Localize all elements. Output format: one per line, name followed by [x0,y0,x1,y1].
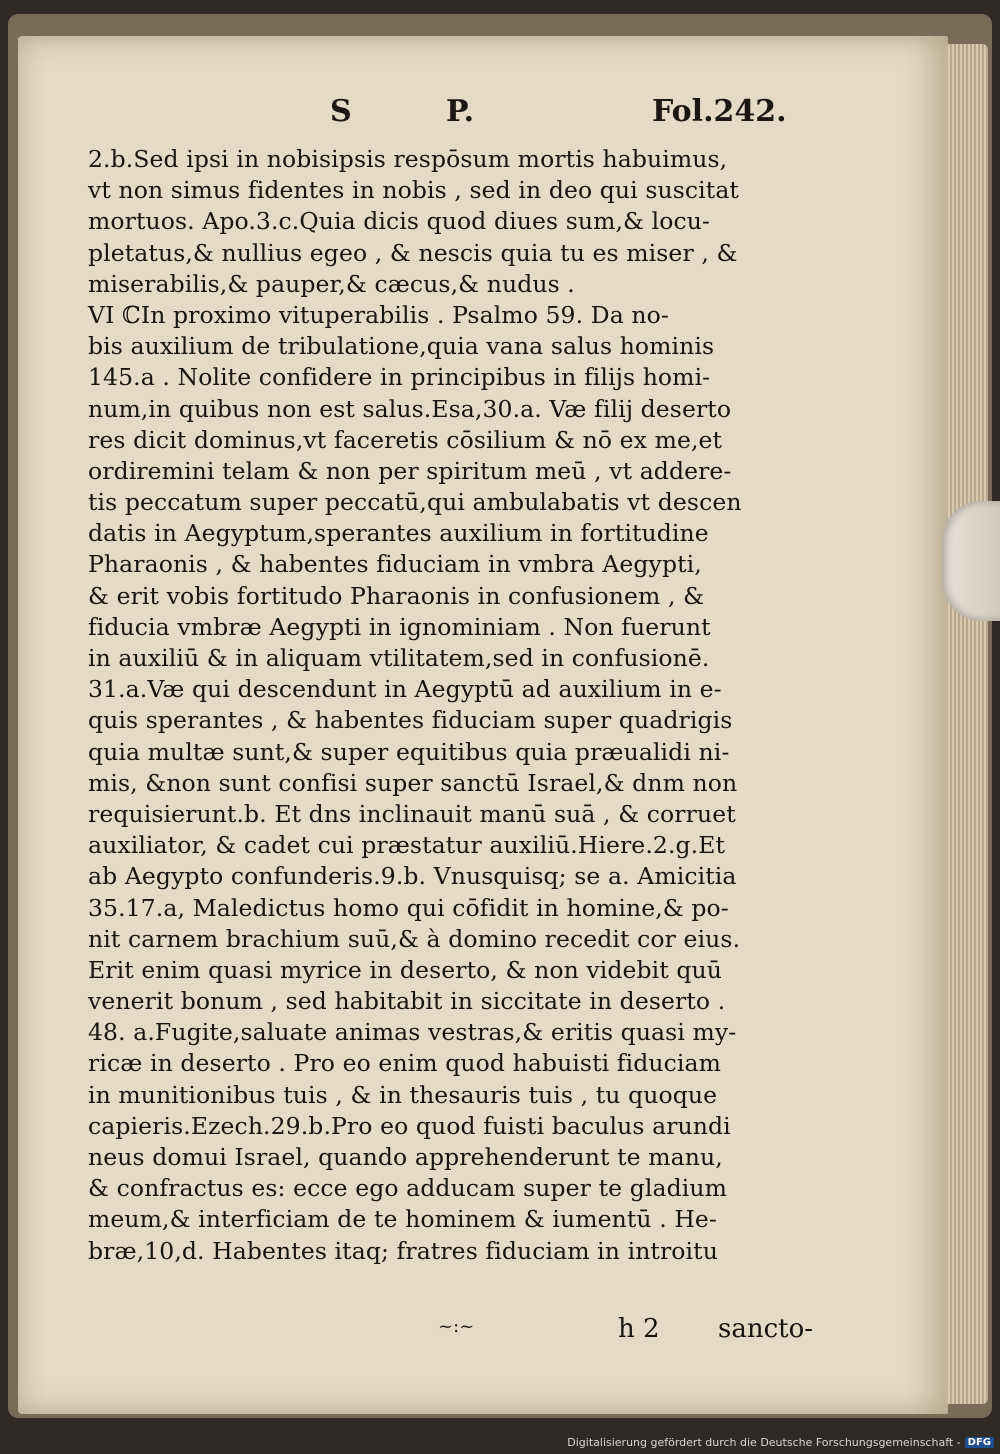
text-line: meum,& interficiam de te hominem & iumentū . He- [88,1205,717,1234]
text-line: in munitionibus tuis , & in thesauris tuis , tu quoque [88,1080,718,1109]
page-footer [18,1314,948,1354]
text-line: ricæ in deserto . Pro eo enim quod habuisti fiduciam [88,1049,721,1078]
text-line: bis auxilium de tribulatione,quia vana salus hominis [88,332,715,361]
text-line: 2.b.Sed ipsi in nobisipsis respōsum mortis habuimus, [88,145,728,173]
text-line: bræ,10,d. Habentes itaq; fratres fiduciam in introitu [88,1236,718,1265]
text-line: fiducia vmbræ Aegypti in ignominiam . Non fuerunt [88,612,711,641]
header-letter-p: P. [446,94,475,129]
dfg-logo: DFG [965,1437,994,1448]
text-line: auxiliator, & cadet cui præstatur auxiliū.Hiere.2.g.Et [88,831,726,860]
text-line: 48. a.Fugite,saluate animas vestras,& eritis quasi my- [88,1018,737,1047]
text-line: miserabilis,& pauper,& cæcus,& nudus . [88,269,575,298]
text-line: datis in Aegyptum,sperantes auxilium in fortitudine [88,519,709,548]
text-line: 31.a.Væ qui descendunt in Aegyptū ad auxilium in e- [88,675,722,704]
text-line: 35.17.a, Maledictus homo qui cōfidit in homine,& po- [88,893,729,922]
text-line: ab Aegypto confunderis.9.b. Vnusquisq; se a. Amicitia [88,862,737,891]
text-line: & erit vobis fortitudo Pharaonis in confusionem , & [88,581,705,610]
text-line: venerit bonum , sed habitabit in siccitate in deserto . [88,987,726,1016]
text-line: mis, &non sunt confisi super sanctū Israel,& dnm non [88,768,738,797]
body-text [88,144,888,1267]
text-line: mortuos. Apo.3.c.Quia dicis quod diues sum,& locu- [88,207,711,236]
catchword: sancto- [718,1314,814,1344]
text-line: & confractus es: ecce ego adducam super te gladium [88,1174,727,1203]
text-line: res dicit dominus,vt faceretis cōsilium & nō ex me,et [88,425,723,454]
page [18,36,948,1414]
text-line: neus domui Israel, quando apprehenderunt te manu, [88,1143,723,1171]
text-line: tis peccatum super peccatū,qui ambulabatis vt descen [88,488,742,517]
text-line: Pharaonis , & habentes fiduciam in vmbra Aegypti, [88,550,702,579]
text-line: in auxiliū & in aliquam vtilitatem,sed in confusionē. [88,644,710,672]
text-line: nit carnem brachium suū,& à domino recedit cor eius. [88,924,741,953]
text-line: 145.a . Nolite confidere in principibus in filijs homi- [88,363,711,392]
clasp [942,501,1000,621]
signature-mark: h 2 [618,1314,660,1344]
text-line: vt non simus fidentes in nobis , sed in deo qui suscitat [88,176,739,205]
page-edges [948,44,988,1404]
digitization-credit [567,1436,994,1449]
footer-mark: ~:~ [438,1316,475,1337]
text-line: num,in quibus non est salus.Esa,30.a. Væ filij deserto [88,394,732,423]
text-line: VI ℂIn proximo vituperabilis . Psalmo 59. Da no- [88,300,669,329]
credit-text: Digitalisierung gefördert durch die Deutsche Forschungsgemeinschaft - [567,1436,961,1449]
text-line: pletatus,& nullius egeo , & nescis quia tu es miser , & [88,238,738,267]
running-header [18,84,948,134]
folio-number: Fol.242. [652,94,787,129]
header-letter: S [330,94,352,129]
text-line: capieris.Ezech.29.b.Pro eo quod fuisti baculus arundi [88,1111,731,1140]
book-scan [8,14,992,1418]
text-line: quis sperantes , & habentes fiduciam super quadrigis [88,706,733,735]
text-line: requisierunt.b. Et dns inclinauit manū suā , & corruet [88,799,736,828]
text-line: quia multæ sunt,& super equitibus quia præualidi ni- [88,737,730,766]
text-line: Erit enim quasi myrice in deserto, & non videbit quū [88,955,723,984]
text-line: ordiremini telam & non per spiritum meū , vt addere- [88,456,732,485]
